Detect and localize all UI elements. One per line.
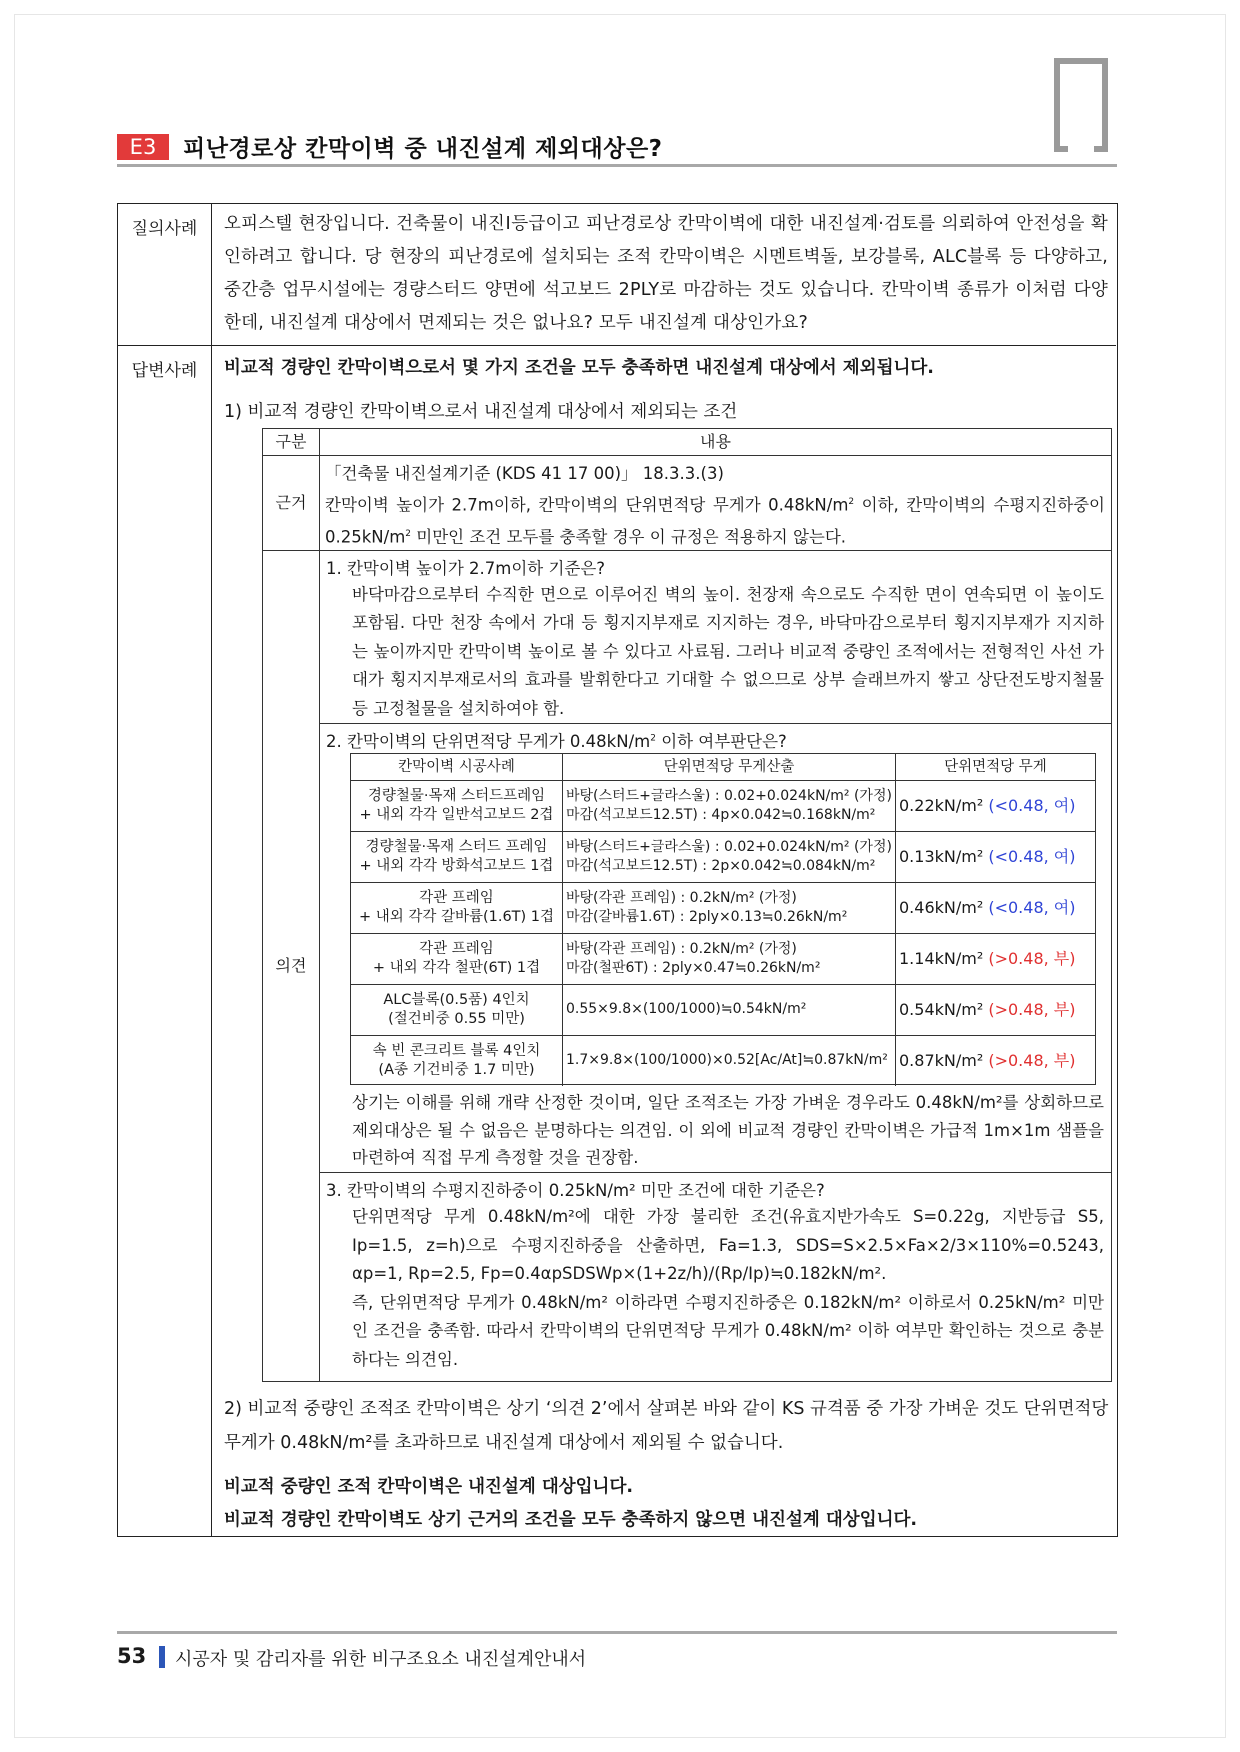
answer-sub1-title: 1) 비교적 경량인 칸막이벽으로서 내진설계 대상에서 제외되는 조건 — [224, 402, 738, 422]
footer-book-title: 시공자 및 감리자를 위한 비구조요소 내진설계안내서 — [175, 1649, 587, 1670]
qa-table — [117, 203, 1118, 1537]
table-row — [351, 883, 1095, 934]
header-calc: 단위면적당 무게산출 — [563, 754, 896, 780]
section-header — [117, 128, 1117, 168]
verdict-fail: (>0.48, 부) — [988, 1000, 1076, 1019]
basis-text: 칸막이벽 높이가 2.7m이하, 칸막이벽의 단위면적당 무게가 $0.48kN/m^2$ 이하, 칸막이벽의 수평지진하중이 $0.25kN/m^2$ 미만인 조건 모두를 충족할 경우 이 규정은 적용하지 않는다. — [325, 495, 1106, 546]
weight-cell: 1.14kN/m² (>0.48, 부) — [899, 949, 1076, 968]
page-number: 53 — [117, 1644, 147, 1668]
calc-cell: 바탕(스터드+글라스울) : 0.02+0.024kN/m² (가정) 마감(석고보드12.5T) : 4p×0.042≒0.168kN/m² — [563, 781, 896, 831]
calc-cell: 0.55×9.8×(100/1000)≒0.54kN/m² — [563, 985, 896, 1035]
answer-label: 답변사례 — [118, 346, 212, 1536]
case-cell: 경량철물·목재 스터드프레임 + 내외 각각 일반석고보드 2겹 — [351, 781, 563, 831]
sec2-title: 2. 칸막이벽의 단위면적당 무게가 $0.48kN/m^2$ 이하 여부판단은? — [326, 732, 787, 751]
verdict-pass: (<0.48, 여) — [988, 898, 1076, 917]
question-row — [118, 204, 1116, 346]
table-row — [351, 985, 1095, 1036]
sec1-title: 1. 칸막이벽 높이가 2.7m이하 기준은? — [326, 559, 606, 578]
calc-cell: 바탕(각관 프레임) : 0.2kN/m² (가정) 마감(철판6T) : 2ply×0.47≒0.26kN/m² — [563, 934, 896, 984]
sec1-body: 바닥마감으로부터 수직한 면으로 이루어진 벽의 높이. 천장재 속으로도 수직한 면이 연속되면 이 높이도 포함됨. 다만 천장 속에서 가대 등 횡지지부재로 지지하는 경우, 바닥마감으로부터 횡지지부재가 지지하는 높이까지만 칸막이벽 높이로 볼 수 있다고 사료됨. 그러나 비교적 중량인 조적에서는 전형적인 사선 가대가 횡지지부재로서의 효과를 발휘한다고 기대할 수 없으므로 상부 슬래브까지 쌓고 상단전도방지철물 등 고정철물을 설치하여야 함. — [352, 585, 1104, 718]
basis-label: 근거 — [263, 456, 320, 550]
answer-lead: 비교적 경량인 칸막이벽으로서 몇 가지 조건을 모두 충족하면 내진설계 대상에서 제외됩니다. — [224, 358, 934, 378]
footer-accent-bar — [159, 1646, 165, 1668]
calc-cell: 바탕(각관 프레임) : 0.2kN/m² (가정) 마감(갈바륨1.6T) : 2ply×0.13≒0.26kN/m² — [563, 883, 896, 933]
col-content: 내용 — [700, 432, 731, 451]
case-cell: 속 빈 콘크리트 블록 4인치 (A종 기건비중 1.7 미만) — [351, 1036, 563, 1086]
weight-cell: 0.46kN/m² (<0.48, 여) — [899, 898, 1076, 917]
basis-content — [325, 460, 1105, 551]
sec2-note: 상기는 이해를 위해 개략 산정한 것이며, 일단 조적조는 가장 가벼운 경우라도 0.48kN/m²를 상회하므로 제외대상은 될 수 없음은 분명하다는 의견임. 이 외에 비교적 경량인 칸막이벽은 가급적 1m×1m 샘플을 마련하여 직접 무게 측정할 것을 권장함. — [352, 1093, 1104, 1168]
calc-cell: 바탕(스터드+글라스울) : 0.02+0.024kN/m² (가정) 마감(석고보드12.5T) : 2p×0.042≒0.084kN/m² — [563, 832, 896, 882]
table-row — [351, 934, 1095, 985]
case-cell: ALC블록(0.5품) 4인치 (절건비중 0.55 미만) — [351, 985, 563, 1035]
col-category: 구분 — [263, 429, 320, 455]
opinion-section-3 — [320, 1173, 1111, 1381]
basis-ref: 「건축물 내진설계기준 (KDS 41 17 00)」 18.3.3.(3) — [325, 464, 724, 483]
page-title: 피난경로상 칸막이벽 중 내진설계 제외대상은? — [183, 136, 663, 162]
table-row — [351, 781, 1095, 832]
opinion-section-2 — [320, 724, 1111, 1173]
case-cell: 경량철물·목재 스터드 프레임 + 내외 각각 방화석고보드 1겹 — [351, 832, 563, 882]
footer-divider — [117, 1631, 1117, 1634]
verdict-fail: (>0.48, 부) — [988, 949, 1076, 968]
weight-cell: 0.87kN/m² (>0.48, 부) — [899, 1051, 1076, 1070]
case-cell: 각관 프레임 + 내외 각각 철판(6T) 1겹 — [351, 934, 563, 984]
header-divider — [117, 164, 1117, 167]
conclusion-1: 비교적 중량인 조적 칸막이벽은 내진설계 대상입니다. — [224, 1477, 634, 1497]
case-cell: 각관 프레임 + 내외 각각 갈바륨(1.6T) 1겹 — [351, 883, 563, 933]
table-row — [351, 832, 1095, 883]
sec3-body-1: 단위면적당 무게 0.48kN/m²에 대한 가장 불리한 조건(유효지반가속도 S=0.22g, 지반등급 S5, Ip=1.5, z=h)으로 수평지진하중을 산출하면, Fa=1.3, SDS=S×2.5×Fa×2/3×110%=0.5243, αp=1, Rp=2.5, Fp=0.4αpSDSWp×(1+2z/h)/(Rp/Ip)≒0.182kN/m². — [352, 1207, 1104, 1284]
weight-cell: 0.54kN/m² (>0.48, 부) — [899, 1000, 1076, 1019]
weight-cell: 0.13kN/m² (<0.48, 여) — [899, 847, 1076, 866]
opinion-section-1 — [320, 551, 1111, 724]
section-badge: E3 — [117, 134, 169, 160]
opinion-label: 의견 — [263, 551, 320, 1381]
verdict-pass: (<0.48, 여) — [988, 796, 1076, 815]
header-case: 칸막이벽 시공사례 — [351, 754, 563, 780]
weight-cell: 0.22kN/m² (<0.48, 여) — [899, 796, 1076, 815]
header-weight: 단위면적당 무게 — [944, 759, 1047, 775]
calc-cell: 1.7×9.8×(100/1000)×0.52[Ac/At]≒0.87kN/m² — [563, 1036, 896, 1086]
answer-row — [118, 346, 1116, 1536]
conditions-header — [263, 429, 1111, 456]
opinion-content — [320, 551, 1111, 1381]
verdict-pass: (<0.48, 여) — [988, 847, 1076, 866]
weight-table-header — [351, 754, 1095, 781]
sec3-title: 3. 칸막이벽의 수평지진하중이 0.25kN/m² 미만 조건에 대한 기준은? — [326, 1181, 825, 1200]
answer-conclusion — [224, 1471, 1110, 1537]
verdict-fail: (>0.48, 부) — [988, 1051, 1076, 1070]
question-label: 질의사례 — [118, 204, 212, 345]
sec3-body-2: 즉, 단위면적당 무게가 0.48kN/m² 이하라면 수평지진하중은 0.182kN/m² 이하로서 0.25kN/m² 미만인 조건을 충족함. 따라서 칸막이벽의 단위면적당 무게가 0.48kN/m² 이하 여부만 확인하는 것으로 충분하다는 의견임. — [352, 1292, 1104, 1369]
question-text: 오피스텔 현장입니다. 건축물이 내진Ⅰ등급이고 피난경로상 칸막이벽에 대한 내진설계·검토를 의뢰하여 안전성을 확인하려고 합니다. 당 현장의 피난경로에 설치되는 조적 칸막이벽은 시멘트벽돌, 보강블록, ALC블록 등 다양하고, 중간층 업무시설에는 경량스터드 양면에 석고보드 2PLY로 마감하는 것도 있습니다. 칸막이벽 종류가 이처럼 다양한데, 내진설계 대상에서 면제되는 것은 없나요? 모두 내진설계 대상인가요? — [224, 214, 1108, 333]
answer-sub2: 2) 비교적 중량인 조적조 칸막이벽은 상기 ‘의견 2’에서 살펴본 바와 같이 KS 규격품 중 가장 가벼운 것도 단위면적당 무게가 0.48kN/m²를 초과하므로 내진설계 대상에서 제외될 수 없습니다. — [224, 1399, 1109, 1453]
weight-table — [350, 753, 1096, 1085]
sec3-body — [352, 1203, 1104, 1375]
table-row — [351, 1036, 1095, 1086]
conclusion-2: 비교적 경량인 칸막이벽도 상기 근거의 조건을 모두 충족하지 않으면 내진설계 대상입니다. — [224, 1510, 918, 1530]
conditions-table — [262, 428, 1112, 1382]
basis-row — [263, 456, 1111, 551]
